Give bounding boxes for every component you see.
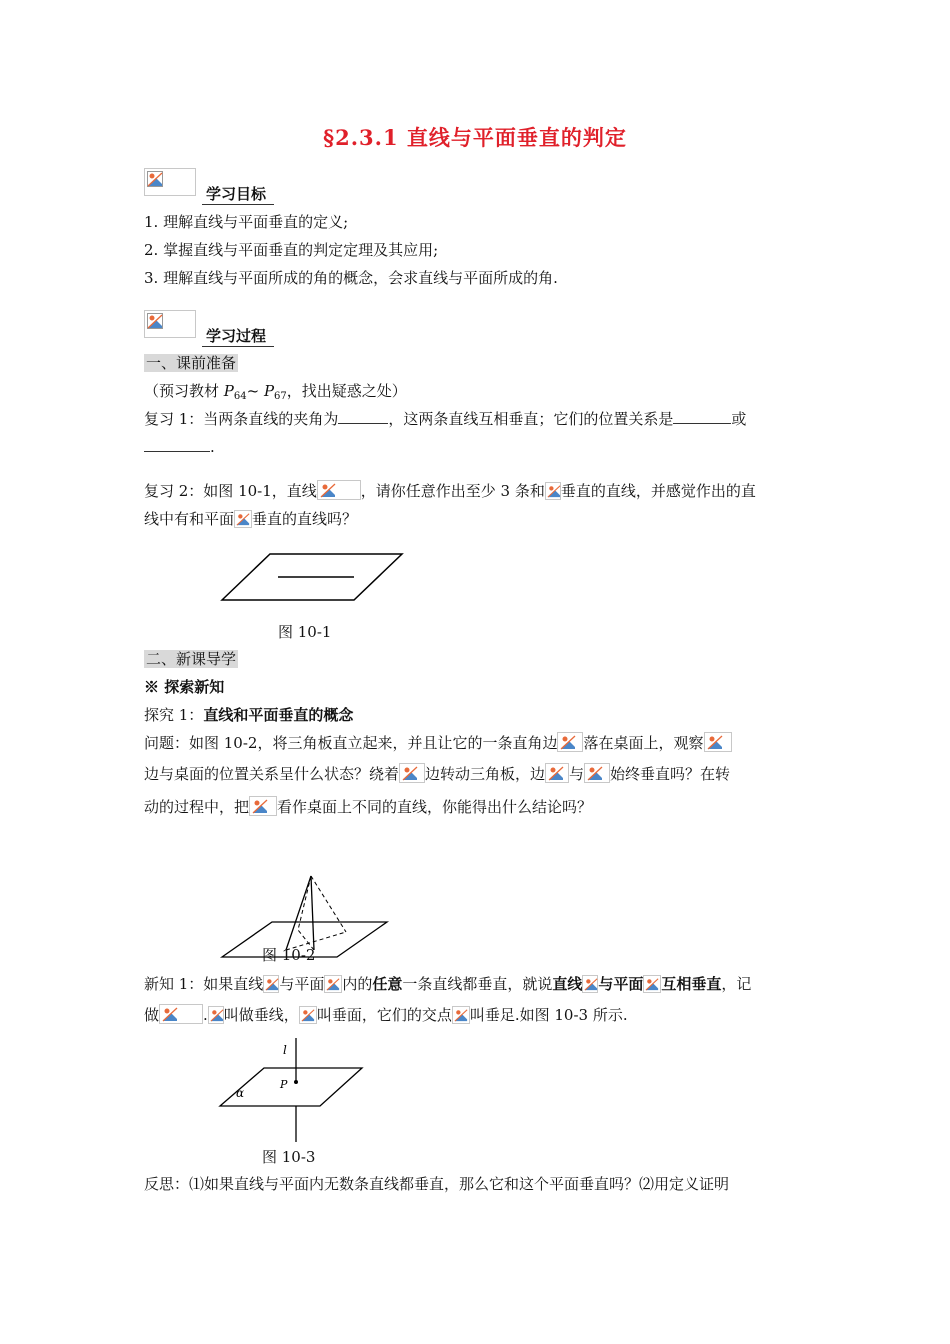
formula-image-icon xyxy=(452,1006,470,1024)
formula-image-icon xyxy=(263,975,279,993)
question-line-1: 问题：如图 10-2，将三角板直立起来，并且让它的一条直角边 落在桌面上，观察 xyxy=(144,732,732,753)
review-2-line: 复习 2：如图 10-1，直线 ，请你任意作出至少 3 条和 垂直的直线，并感觉作出的直 xyxy=(144,482,756,500)
formula-image-icon xyxy=(704,732,732,752)
fig3-label-p: P xyxy=(280,1078,288,1091)
formula-image-icon xyxy=(584,763,610,783)
goal-item-1: 1. 理解直线与平面垂直的定义; xyxy=(144,213,349,231)
formula-image-icon xyxy=(317,480,361,500)
formula-image-icon xyxy=(545,763,569,783)
page-title: §2.3.1 直线与平面垂直的判定 xyxy=(323,125,627,150)
blank-angle[interactable] xyxy=(338,408,388,424)
goals-heading: 学习目标 xyxy=(202,183,274,205)
figure-10-1 xyxy=(220,550,410,605)
review-2-line-2: 线中有和平面 垂直的直线吗？ xyxy=(144,510,358,528)
formula-image-icon xyxy=(249,796,277,816)
figure-10-2-caption: 图 10-2 xyxy=(262,946,316,964)
image-placeholder-icon xyxy=(144,310,196,338)
blank-relation-2[interactable] xyxy=(144,436,210,452)
explore-1-line: 探究 1：直线和平面垂直的概念 xyxy=(144,706,354,724)
formula-image-icon xyxy=(208,1006,224,1024)
formula-image-icon xyxy=(557,732,583,752)
fig3-label-l: l xyxy=(283,1043,287,1057)
process-heading: 学习过程 xyxy=(202,325,274,347)
preview-line: （预习教材 $P_{64}\sim$ $P_{67}$，找出疑惑之处） xyxy=(144,382,407,402)
figure-10-1-caption: 图 10-1 xyxy=(278,623,332,641)
formula-image-icon xyxy=(545,482,561,500)
explore-heading: ※ 探索新知 xyxy=(144,678,225,696)
prep-heading: 一、课前准备 xyxy=(146,354,237,372)
formula-image-icon xyxy=(234,510,252,528)
question-line-2: 边与桌面的位置关系呈什么状态？绕着 边转动三角板，边 与 始终垂直吗？在转 xyxy=(144,765,731,783)
reflection-line: 反思：⑴如果直线与平面内无数条直线都垂直，那么它和这个平面垂直吗？⑵用定义证明 xyxy=(144,1175,730,1193)
question-line-3: 动的过程中，把 看作桌面上不同的直线，你能得出什么结论吗？ xyxy=(144,798,593,816)
formula-image-icon xyxy=(159,1004,203,1024)
goal-item-3: 3. 理解直线与平面所成的角的概念，会求直线与平面所成的角. xyxy=(144,269,558,287)
newlesson-heading: 二、新课导学 xyxy=(146,650,237,668)
blank-relation-1[interactable] xyxy=(673,408,731,424)
formula-image-icon xyxy=(643,975,661,993)
review-1-line-2: . xyxy=(144,436,215,456)
formula-image-icon xyxy=(299,1006,317,1024)
fig3-label-alpha: α xyxy=(236,1086,245,1100)
formula-image-icon xyxy=(399,763,425,783)
knowledge-1-line-2: 做 . 叫做垂线， 叫垂面，它们的交点 叫垂足.如图 10-3 所示. xyxy=(144,1006,628,1024)
goal-item-2: 2. 掌握直线与平面垂直的判定定理及其应用; xyxy=(144,241,439,259)
figure-10-3 xyxy=(216,1036,366,1146)
image-placeholder-icon xyxy=(144,168,196,196)
figure-10-3-caption: 图 10-3 xyxy=(262,1148,316,1166)
review-1-line: 复习 1：当两条直线的夹角为 ，这两条直线互相垂直；它们的位置关系是 或 xyxy=(144,410,747,428)
formula-image-icon xyxy=(582,975,598,993)
knowledge-1-line-1: 新知 1：如果直线 与平面 内的任意一条直线都垂直，就说直线 与平面 互相垂直，记 xyxy=(144,975,752,993)
formula-image-icon xyxy=(324,975,342,993)
